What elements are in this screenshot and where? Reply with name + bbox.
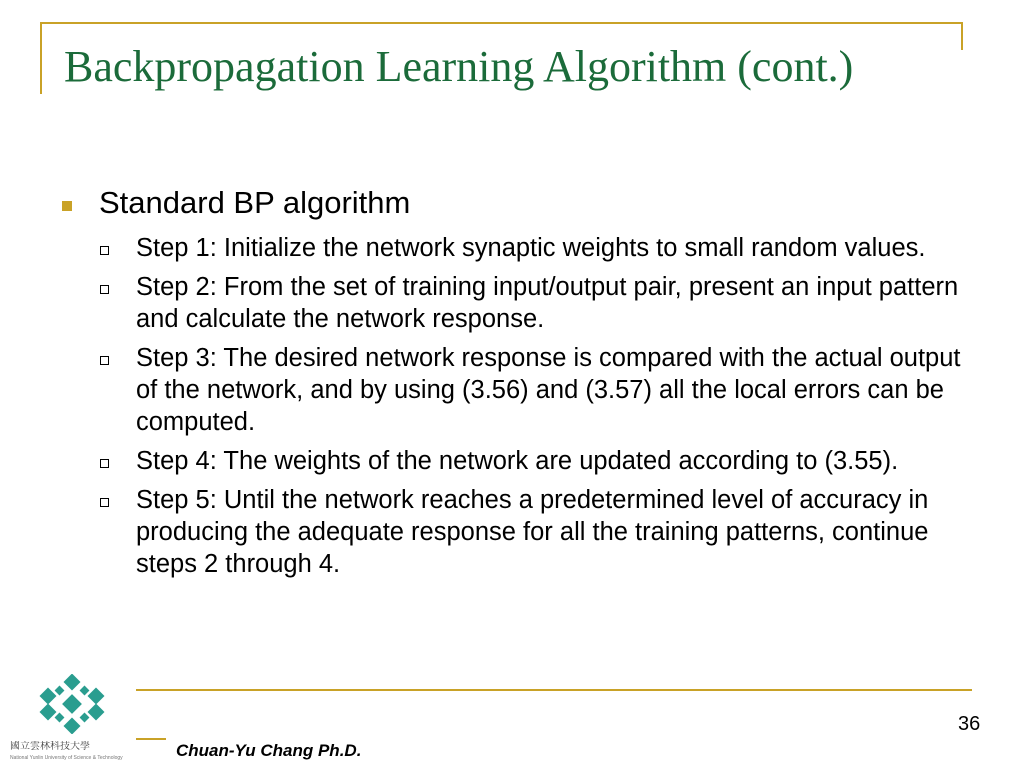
hollow-square-bullet-icon	[100, 285, 109, 294]
step-text: Step 2: From the set of training input/output pair, present an input pattern and calculate the network response.	[136, 273, 959, 333]
step-item	[100, 232, 970, 264]
main-bullet	[62, 183, 962, 223]
square-bullet-icon	[62, 201, 72, 211]
step-item	[100, 445, 970, 477]
university-name: 國立雲林科技大學	[10, 741, 90, 752]
step-text: Step 5: Until the network reaches a predetermined level of accuracy in producing the adequate response for all the training patterns, continue steps 2 through 4.	[136, 486, 929, 578]
step-item	[100, 342, 970, 438]
slide-title: Backpropagation Learning Algorithm (cont.)	[64, 42, 854, 91]
hollow-square-bullet-icon	[100, 246, 109, 255]
frame-top-line	[40, 22, 963, 24]
footer-divider-short	[136, 738, 166, 740]
step-item	[100, 484, 970, 580]
hollow-square-bullet-icon	[100, 459, 109, 468]
page-number: 36	[958, 713, 981, 735]
university-logo-icon	[32, 674, 112, 734]
step-text: Step 1: Initialize the network synaptic weights to small random values.	[136, 234, 926, 262]
footer-divider	[136, 689, 972, 691]
step-text: Step 3: The desired network response is compared with the actual output of the network, and by using (3.56) and (3.57) all the local errors can be computed.	[136, 344, 961, 436]
step-item	[100, 271, 970, 335]
hollow-square-bullet-icon	[100, 356, 109, 365]
author-name: Chuan-Yu Chang Ph.D.	[176, 741, 362, 760]
university-name-english: National Yunlin University of Science & Technology	[10, 755, 123, 761]
frame-left-line	[40, 22, 42, 94]
main-bullet-text: Standard BP algorithm	[99, 185, 411, 220]
step-list	[100, 232, 970, 587]
hollow-square-bullet-icon	[100, 498, 109, 507]
step-text: Step 4: The weights of the network are updated according to (3.55).	[136, 447, 899, 475]
